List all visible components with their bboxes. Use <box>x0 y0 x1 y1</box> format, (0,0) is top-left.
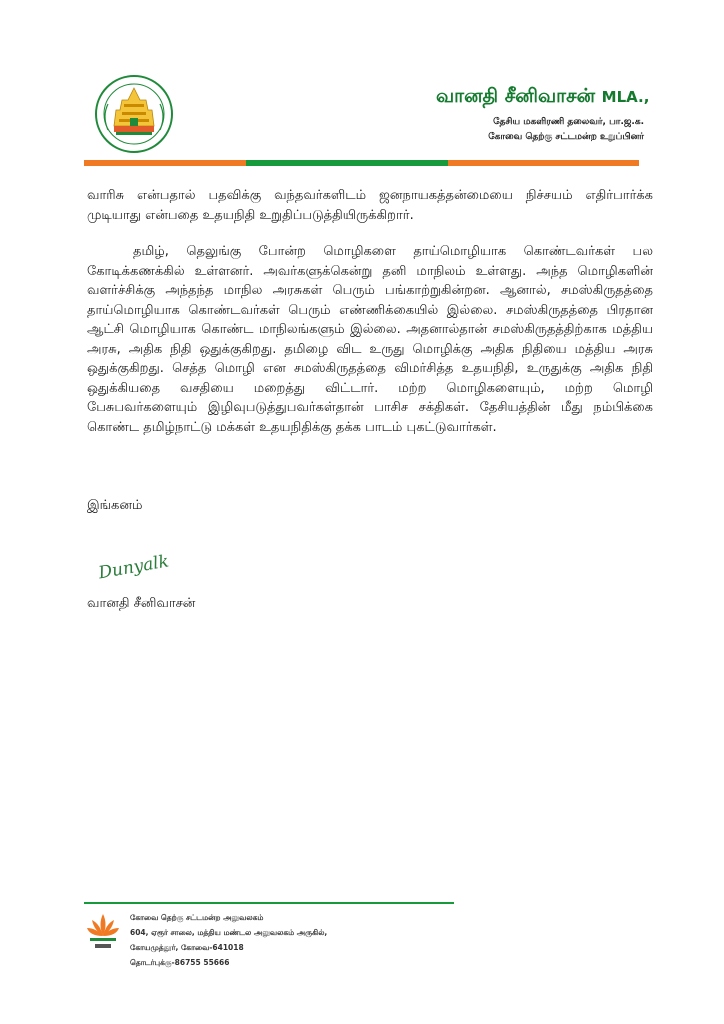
signature-text: Dunyalk <box>97 551 171 584</box>
letter-paragraph-2: தமிழ், தெலுங்கு போன்ற மொழிகளை தாய்மொழியாக கொண்டவர்கள் பல கோடிக்கணக்கில் உள்ளனர். அவர்களுக்கென்று தனி மாநிலம் உள்ளது. அந்த மொழிகளின் வளர்ச்சிக்கு அந்தந்த மாநில அரசுகள் பெரும் பங்காற்றுகின்றன. ஆனால், சமஸ்கிருதத்தை தாய்மொழியாக கொண்டவர்கள் பெரும் எண்ணிக்கையில் இல்லை. சமஸ்கிருதத்தை பிரதான ஆட்சி மொழியாக கொண்ட மாநிலங்களும் இல்லை. அதனால்தான் சமஸ்கிருதத்திற்காக மத்திய அரசு, அதிக நிதி ஒதுக்குகிறது. தமிழை விட உருது மொழிக்கு அதிக நிதியை மத்திய அரசு ஒதுக்குகிறது. செத்த மொழி என சமஸ்கிருதத்தை விமர்சித்த உதயநிதி, உருதுக்கு அதிக நிதி ஒதுக்கியதை வசதியை மறைத்து விட்டார். மற்ற மொழிகளையும், மற்ற மொழி பேசுபவர்களையும் இழிவுபடுத்துபவர்கள்தான் பாசிச சக்திகள். தேசியத்தின் மீது நம்பிக்கை கொண்ட தமிழ்நாட்டு மக்கள் உதயநிதிக்கு தக்க பாடம் புகட்டுவார்கள். <box>87 244 653 435</box>
footer-divider <box>84 902 454 904</box>
tamil-nadu-government-emblem-icon <box>94 74 174 154</box>
header-mla-suffix: MLA., <box>601 88 650 106</box>
header-constituency: கோவை தெற்கு சட்டமன்ற உறுப்பினர் <box>488 132 644 142</box>
header-role: தேசிய மகளிரணி தலைவர், பா.ஜ.க. <box>493 117 644 127</box>
header-divider-orange-right <box>448 160 639 166</box>
letter-paragraph-1: வாரிசு என்பதால் பதவிக்கு வந்தவர்களிடம் ஜனநாயகத்தன்மையை நிச்சயம் எதிர்பார்க்க முடியாது என்பதை உதயநிதி உறுதிப்படுத்தியிருக்கிறார். <box>87 188 653 223</box>
header-name <box>436 85 649 110</box>
footer-phone: தொடர்புக்கு-86755 55666 <box>130 958 230 967</box>
bjp-lotus-icon <box>86 910 120 952</box>
footer-address-line-2: கோயமுத்தூர், கோவை-641018 <box>130 943 244 952</box>
footer-office: கோவை தெற்கு சட்டமன்ற அலுவலகம் <box>130 913 264 922</box>
header-divider-green <box>246 160 448 166</box>
letter-body <box>87 186 653 437</box>
header-divider-orange <box>84 160 246 166</box>
signatory-name: வானதி சீனிவாசன் <box>87 596 196 611</box>
letter-closing: இங்கனம் <box>87 498 143 513</box>
footer-address-line-1: 604, ஏரூர் சாலை, மத்திய மண்டல அலுவலகம் அருகில், <box>130 928 328 937</box>
signature-image <box>96 536 176 586</box>
header-name-text: வானதி சீனிவாசன் <box>436 85 596 107</box>
footer-address <box>130 910 327 970</box>
